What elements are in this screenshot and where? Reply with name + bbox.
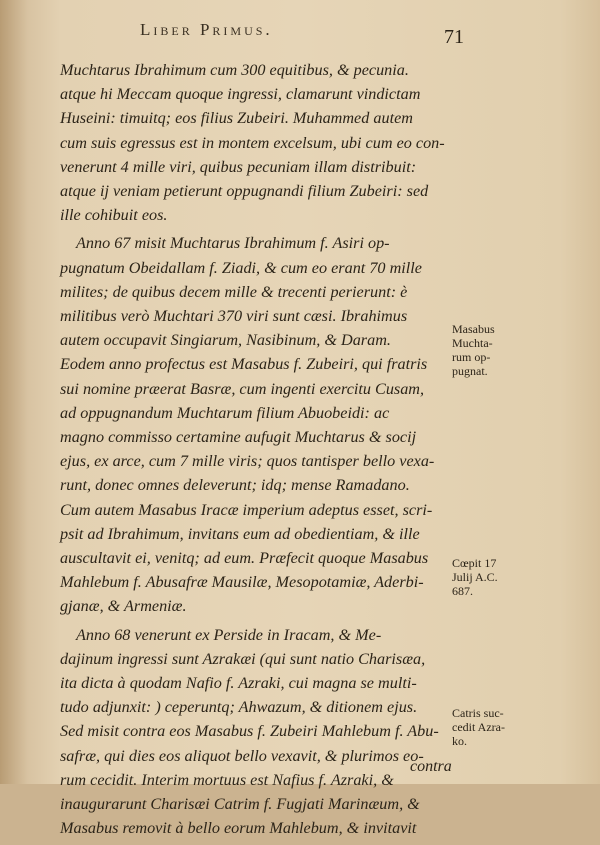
margin-note-catris: [452, 706, 518, 748]
text-line: Muchtarus Ibrahimum cum 300 equitibus, & pecunia.: [60, 61, 409, 79]
text-line: ita dicta à quodam Nafio f. Azraki, cui magna se multi-: [60, 674, 417, 693]
text-line: rum cecidit. Interim mortuus est Nafius f. Azraki, &: [60, 770, 394, 789]
body-text: [60, 58, 460, 845]
margin-note-line: Cœpit 17: [452, 556, 497, 570]
text-line: venerunt 4 mille viri, quibus pecuniam illam distribuit:: [60, 157, 417, 176]
paragraph-2: [60, 231, 460, 618]
text-line: auscultavit ei, venitq; ad eum. Præfecit quoque Masabus: [60, 549, 429, 568]
margin-note-line: Julij A.C.: [452, 570, 498, 584]
text-line: ille cohibuit eos.: [60, 206, 168, 225]
text-line: gjanæ, & Armeniæ.: [60, 597, 187, 616]
margin-note-masabus: [452, 322, 518, 378]
margin-note-line: Catris suc-: [452, 706, 504, 720]
text-line: runt, donec omnes deleverunt; idq; mense Ramadano.: [60, 476, 410, 495]
margin-note-coepit: [452, 556, 518, 598]
text-line: dajinum ingressi sunt Azrakæi (qui sunt natio Charisæa,: [60, 649, 426, 668]
text-line: ad oppugnandum Muchtarum filium Abuobeidi: ac: [60, 403, 390, 422]
text-line: Cum autem Masabus Iracæ imperium adeptus esset, scri-: [60, 500, 433, 519]
text-line: atque hi Meccam quoque ingressi, clamarunt vindictam: [60, 85, 421, 104]
margin-note-line: pugnat.: [452, 364, 488, 378]
text-line: Masabus removit à bello eorum Mahlebum, & invitavit: [60, 819, 417, 838]
text-line: milites; de quibus decem mille & trecenti perierunt: è: [60, 282, 408, 301]
page-number: 71: [444, 26, 464, 48]
margin-note-line: 687.: [452, 584, 473, 598]
text-line: magno commisso certamine aufugit Muchtarus & socij: [60, 428, 417, 447]
text-line: militibus verò Muchtari 370 viri sunt cæsi. Ibrahimus: [60, 307, 408, 326]
text-line: pugnatum Obeidallam f. Ziadi, & cum eo erant 70 mille: [60, 258, 422, 277]
text-line: tudo adjunxit: ) ceperuntq; Ahwazum, & ditionem ejus.: [60, 698, 418, 717]
text-line: Sed misit contra eos Masabus f. Zubeiri Mahlebum f. Abu-: [60, 722, 439, 741]
catchword: contra: [410, 758, 452, 775]
margin-note-line: Muchta-: [452, 336, 493, 350]
text-line: inaugurarunt Charisæi Catrim f. Fugjati Marinæum, &: [60, 795, 420, 814]
text-line: Mahlebum f. Abusafræ Mausilæ, Mesopotamiæ, Aderbi-: [60, 573, 424, 592]
margin-note-line: ko.: [452, 734, 467, 748]
paragraph-3: [60, 623, 460, 841]
margin-note-line: Masabus: [452, 322, 495, 336]
text-line: ejus, ex arce, cum 7 mille viris; quos tantisper bello vexa-: [60, 452, 435, 471]
paragraph-1: [60, 58, 460, 227]
text-line: Anno 68 venerunt ex Perside in Iracam, & Me-: [76, 625, 382, 644]
text-line: autem occupavit Singiarum, Nasibinum, & Daram.: [60, 331, 391, 350]
running-title: Liber Primus.: [140, 20, 273, 39]
text-line: cum suis egressus est in montem excelsum, ubi cum eo con-: [60, 133, 445, 152]
text-line: atque ij veniam petierunt oppugnandi filium Zubeiri: sed: [60, 182, 429, 201]
text-line: Eodem anno profectus est Masabus f. Zubeiri, qui fratris: [60, 355, 428, 374]
text-line: Anno 67 misit Muchtarus Ibrahimum f. Asiri op-: [76, 234, 390, 253]
margin-note-line: cedit Azra-: [452, 720, 505, 734]
margin-note-line: rum op-: [452, 350, 491, 364]
text-line: sui nomine præerat Basræ, cum ingenti exercitu Cusam,: [60, 379, 425, 398]
text-line: psit ad Ibrahimum, invitans eum ad obedientiam, & ille: [60, 524, 420, 543]
text-line: safræ, qui dies eos aliquot bello vexavit, & plurimos eo-: [60, 746, 424, 765]
text-line: Huseini: timuitq; eos filius Zubeiri. Muhammed autem: [60, 109, 413, 128]
